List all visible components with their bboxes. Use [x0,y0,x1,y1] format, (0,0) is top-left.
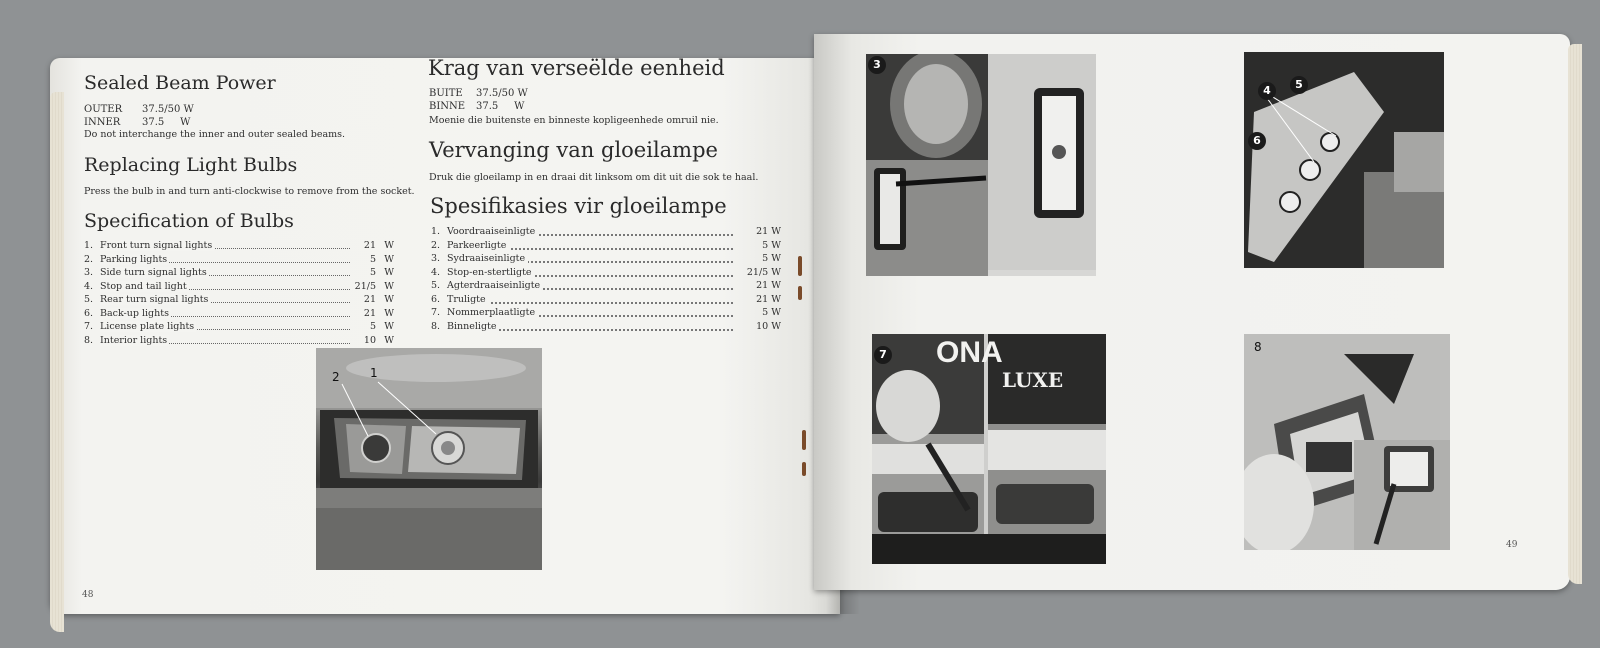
spec-row-unit: W [384,253,394,265]
headlight-photo [316,348,542,570]
spec-row-value: 10 [363,334,376,346]
spec-row [84,321,394,333]
badge-7: 7 [874,346,892,364]
spesifikasie-row-number: 4. [431,266,441,278]
inner-value: 37.5 W [142,117,191,128]
stitch [802,430,806,450]
spec-row-unit: W [384,280,394,292]
spec-row-label: License plate lights [100,321,195,332]
open-manual [46,34,1560,614]
spesifikasie-row-label: Agterdraaiseinligte [447,280,543,291]
stitch [802,462,806,476]
inner-label: INNER [84,117,121,128]
spec-row-unit: W [384,294,394,305]
spesifikasie-row [431,267,781,279]
spec-row-value: 5 [369,321,376,332]
spec-row [84,267,394,279]
spesifikasie-row-number: 8. [431,320,441,332]
spesifikasie-row-number: 1. [431,226,441,237]
right-page [814,34,1570,590]
spec-row-unit: W [384,307,394,319]
binne-label: BINNE [429,101,466,112]
spec-row [84,335,394,347]
car-badge-luxe: LUXE [1002,368,1064,392]
spesifikasie-row-number: 6. [431,293,441,305]
photo-7-license-plate [872,334,1106,564]
badge-5: 5 [1290,76,1308,94]
spesifikasie-row [431,253,781,265]
page-edges-right [1568,44,1582,584]
car-badge-ona: ONA [936,336,1003,369]
spec-row-number: 7. [84,321,94,332]
badge-6: 6 [1248,132,1266,150]
outer-value: 37.5/50 W [142,104,194,115]
replacing-title: Replacing Light Bulbs [84,154,298,176]
page-number-49: 49 [1506,540,1518,550]
spesifikasie-row-label: Nommerplaatligte [447,307,538,318]
spec-row-value: 21 [363,240,376,251]
replacing-text: Press the bulb in and turn anti-clockwise to remove from the socket. [84,186,415,197]
spec-row [84,254,394,266]
badge-3: 3 [868,56,886,74]
spesifikasie-row-label: Stop-en-stertligte [447,267,535,278]
spec-row-label: Front turn signal lights [100,240,213,251]
callout-2: 2 [332,370,340,384]
badge-4: 4 [1258,82,1276,100]
side-signal-illustration [866,54,1096,276]
spec-row-value: 21 [363,307,376,319]
spesifikasie-row [431,321,781,333]
spesifikasie-row-number: 5. [431,280,441,291]
photo-3-side-signal [866,54,1096,276]
headlight-illustration [316,348,542,570]
left-page [50,58,840,614]
spesifikasie-row-value: 10 W [756,320,781,332]
spesifikasie-row-number: 7. [431,307,441,318]
vervanging-text: Druk die gloeilamp in en draai dit linksom om dit uit die sok te haal. [429,172,759,183]
spesifikasie-row-value: 5 W [762,239,781,251]
spec-row-unit: W [384,321,394,332]
specification-title: Specification of Bulbs [84,210,294,232]
stitch [798,256,802,276]
spesifikasie-row-value: 21 W [756,226,781,237]
spec-row-unit: W [384,240,394,251]
spesifikasies-title: Spesifikasies vir gloeilampe [430,194,727,218]
spesifikasie-row [431,280,781,292]
binne-value: 37.5 W [476,101,525,112]
buite-value: 37.5/50 W [476,88,528,99]
photo-8-interior-light [1244,334,1450,550]
spec-row [84,308,394,320]
spesifikasie-row [431,307,781,319]
spesifikasie-row [431,240,781,252]
spesifikasie-row-value: 5 W [762,253,781,264]
spec-row-number: 2. [84,253,94,265]
stitch [798,286,802,300]
spec-row-value: 21/5 [354,280,376,292]
spesifikasie-row-number: 3. [431,253,441,264]
vervanging-title: Vervanging van gloeilampe [429,138,718,162]
krag-note: Moenie die buitenste en binneste kopligeenhede omruil nie. [429,115,719,126]
callout-1: 1 [370,366,378,380]
badge-8: 8 [1254,340,1262,354]
spec-row [84,281,394,293]
spec-row-number: 4. [84,280,94,292]
spec-row [84,294,394,306]
spec-row-number: 6. [84,307,94,319]
spec-row-number: 8. [84,334,94,346]
spesifikasie-row-leader [447,302,733,304]
spesifikasie-row-value: 21 W [756,280,781,291]
spesifikasie-row [431,226,781,238]
spesifikasie-row-label: Truligte [447,294,489,305]
spesifikasie-row [431,294,781,306]
spec-row-label: Parking lights [100,253,168,265]
spesifikasie-row-number: 2. [431,239,441,251]
spec-row-value: 21 [363,294,376,305]
spesifikasie-row-label: Binneligte [447,321,499,332]
spec-row-number: 3. [84,267,94,278]
spec-row-label: Stop and tail light [100,280,187,292]
spesifikasie-row-label: Sydraaiseinligte [447,253,528,264]
spesifikasie-row-value: 21/5 W [746,266,781,278]
interior-light-illustration [1244,334,1450,550]
spec-row-number: 1. [84,240,94,251]
sealed-beam-title: Sealed Beam Power [84,72,276,94]
page-edges-left [50,92,64,632]
spec-row-label: Back-up lights [100,307,169,319]
spesifikasie-row-value: 21 W [756,293,781,305]
spec-row-value: 5 [369,253,376,265]
page-number-48: 48 [82,590,94,600]
buite-label: BUITE [429,88,463,99]
spesifikasie-row-value: 5 W [762,307,781,318]
spec-row-value: 5 [369,267,376,278]
photo-4-5-6-rear-lights [1244,52,1444,268]
spec-row-label: Side turn signal lights [100,267,207,278]
outer-label: OUTER [84,104,123,115]
spec-row-label: Rear turn signal lights [100,294,209,305]
spesifikasie-row-label: Voordraaiseinligte [447,226,538,237]
spec-row-unit: W [384,267,394,278]
krag-title: Krag van verseëlde eenheid [428,56,725,80]
spesifikasie-row-label: Parkeerligte [447,240,509,251]
spec-row [84,240,394,252]
spec-row-label: Interior lights [100,334,168,346]
spec-row-number: 5. [84,294,94,305]
sealed-beam-note: Do not interchange the inner and outer sealed beams. [84,129,346,140]
spec-row-unit: W [384,334,394,346]
